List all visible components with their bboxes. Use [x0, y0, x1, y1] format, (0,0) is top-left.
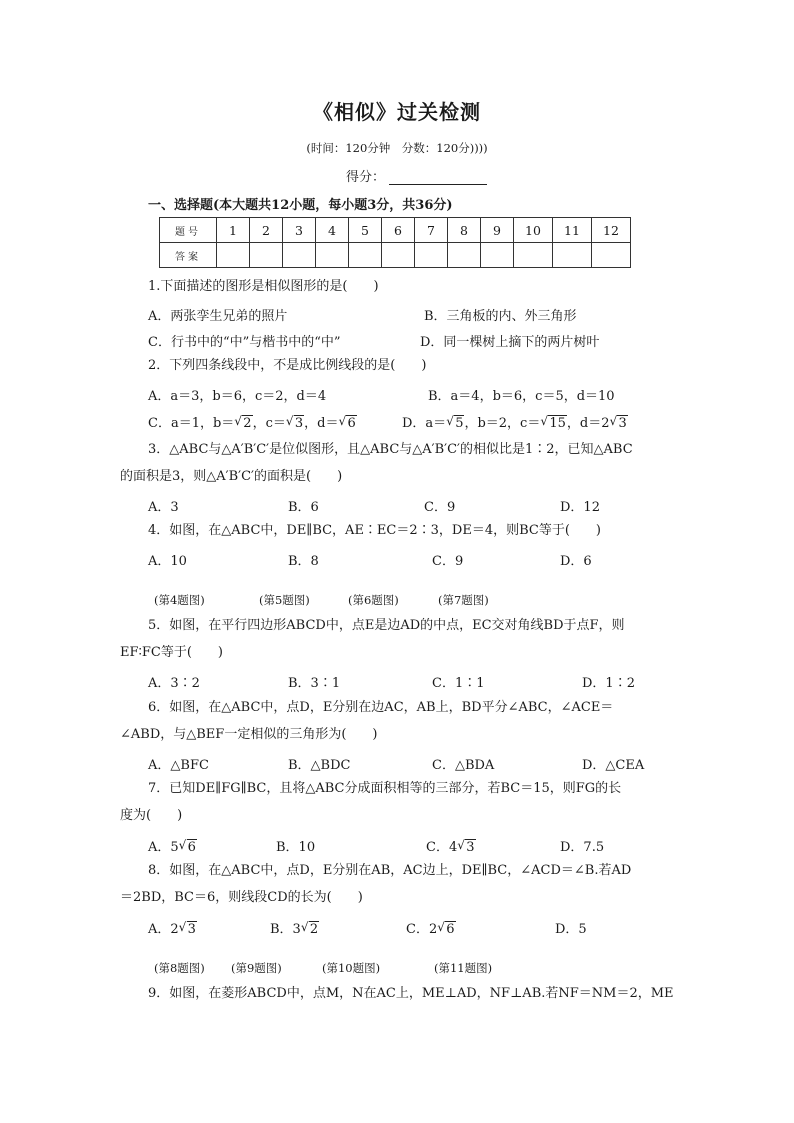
question-number-11: 11: [553, 218, 592, 243]
sqrt-symbol: [446, 416, 464, 431]
q2c-radicand-3: 6: [347, 416, 356, 431]
question-number-3: 3: [283, 218, 316, 243]
figure-caption-11: (第11题图): [434, 961, 493, 975]
question-2-option-c: [148, 412, 357, 431]
sqrt-symbol: [301, 922, 319, 937]
question-2-option-d: [402, 412, 628, 431]
question-2-stem: 2．下列四条线段中，不是成比例线段的是( ): [148, 358, 427, 373]
question-6-stem-line1: 6．如图，在△ABC中，点D，E分别在边AC，AB上，BD平分∠ABC，∠ACE＝: [148, 700, 614, 715]
answer-cell-12[interactable]: [592, 243, 631, 268]
table-row-numbers: [160, 218, 631, 243]
sqrt-symbol: [609, 416, 627, 431]
figure-caption-6: (第6题图): [348, 593, 399, 607]
question-1-stem: 1.下面描述的图形是相似图形的是( ): [148, 279, 379, 294]
question-number-7: 7: [415, 218, 448, 243]
answer-cell-8[interactable]: [448, 243, 481, 268]
question-6-option-d: D．△CEA: [582, 758, 645, 773]
question-5-option-a: A．3∶2: [148, 676, 200, 691]
q7c-text: C．4: [426, 840, 458, 855]
q2d-radicand-1: 5: [455, 416, 464, 431]
answer-cell-11[interactable]: [553, 243, 592, 268]
figure-caption-5: (第5题图): [259, 593, 310, 607]
sqrt-symbol: [457, 840, 475, 855]
q8c-text: C．2: [406, 922, 438, 937]
answer-cell-10[interactable]: [514, 243, 553, 268]
question-8-stem-line2: ＝2BD，BC＝6，则线段CD的长为( ): [120, 890, 363, 905]
score-field: [346, 166, 487, 185]
q8b-text: B．3: [270, 922, 301, 937]
section-title: 一、选择题(本大题共12小题，每小题3分，共36分): [148, 198, 453, 213]
question-5-stem-line1: 5．如图，在平行四边形ABCD中，点E是边AD的中点，EC交对角线BD于点F，则: [148, 618, 625, 633]
answer-cell-1[interactable]: [217, 243, 250, 268]
question-1-option-b: B．三角板的内、外三角形: [424, 309, 577, 324]
question-6-option-a: A．△BFC: [148, 758, 209, 773]
q7a-radicand: 6: [187, 840, 196, 855]
question-3-option-a: A．3: [148, 500, 179, 515]
question-5-option-c: C．1∶1: [432, 676, 485, 691]
sqrt-symbol: [286, 416, 304, 431]
answer-cell-7[interactable]: [415, 243, 448, 268]
question-8-option-a: [148, 918, 197, 937]
question-number-4: 4: [316, 218, 349, 243]
figure-caption-8: (第8题图): [154, 961, 205, 975]
table-row-answers: [160, 243, 631, 268]
answer-cell-4[interactable]: [316, 243, 349, 268]
q7a-text: A．5: [148, 840, 179, 855]
answer-cell-2[interactable]: [250, 243, 283, 268]
sqrt-symbol: [540, 416, 567, 431]
question-3-stem-line1: 3．△ABC与△A′B′C′是位似图形，且△ABC与△A′B′C′的相似比是1∶2，已知△ABC: [148, 442, 633, 457]
question-6-stem-line2: ∠ABD，与△BEF一定相似的三角形为( ): [120, 727, 378, 742]
question-2-option-a: A．a＝3，b＝6，c＝2，d＝4: [148, 389, 327, 404]
question-number-8: 8: [448, 218, 481, 243]
sqrt-symbol: [437, 922, 455, 937]
question-1-option-c: C．行书中的“中”与楷书中的“中”: [148, 335, 341, 350]
question-6-option-c: C．△BDA: [432, 758, 495, 773]
question-7-option-c: [426, 836, 476, 855]
score-blank[interactable]: [389, 172, 487, 185]
question-5-option-b: B．3∶1: [288, 676, 341, 691]
question-3-option-d: D．12: [560, 500, 600, 515]
figure-caption-9: (第9题图): [231, 961, 282, 975]
question-5-option-d: D．1∶2: [582, 676, 635, 691]
question-number-5: 5: [349, 218, 382, 243]
sqrt-symbol: [234, 416, 252, 431]
question-8-option-b: [270, 918, 319, 937]
answer-table: [159, 217, 631, 268]
question-4-option-c: C．9: [432, 554, 464, 569]
answer-cell-5[interactable]: [349, 243, 382, 268]
q7c-radicand: 3: [466, 840, 475, 855]
row-label-answer: 答案: [160, 243, 217, 268]
q8c-radicand: 6: [446, 922, 455, 937]
q2c-radicand-2: 3: [294, 416, 304, 431]
question-8-stem-line1: 8．如图，在△ABC中，点D，E分别在AB，AC边上，DE∥BC，∠ACD＝∠B.若AD: [148, 863, 632, 878]
q8a-radicand: 3: [187, 922, 196, 937]
question-number-10: 10: [514, 218, 553, 243]
question-7-option-d: D．7.5: [560, 840, 605, 855]
question-3-option-b: B．6: [288, 500, 319, 515]
question-2-option-b: B．a＝4，b＝6，c＝5，d＝10: [428, 389, 615, 404]
row-label-number: 题号: [160, 218, 217, 243]
question-8-option-d: D．5: [555, 922, 587, 937]
q2d-text-1: D．a＝: [402, 416, 447, 431]
figure-caption-4: (第4题图): [154, 593, 205, 607]
question-8-option-c: [406, 918, 456, 937]
question-7-option-b: B．10: [276, 840, 316, 855]
question-3-option-c: C．9: [424, 500, 456, 515]
question-number-9: 9: [481, 218, 514, 243]
question-4-option-a: A．10: [148, 554, 187, 569]
question-4-stem: 4．如图，在△ABC中，DE∥BC，AE∶EC＝2∶3，DE＝4，则BC等于( ): [148, 523, 601, 538]
question-3-stem-line2: 的面积是3，则△A′B′C′的面积是( ): [120, 469, 343, 484]
q8b-radicand: 2: [309, 922, 319, 937]
question-1-option-d: D．同一棵树上摘下的两片树叶: [420, 335, 600, 350]
question-number-1: 1: [217, 218, 250, 243]
q2d-radicand-3: 3: [618, 416, 627, 431]
question-number-6: 6: [382, 218, 415, 243]
page-title: 《相似》过关检测: [313, 100, 481, 124]
sqrt-symbol: [179, 840, 197, 855]
exam-info: (时间：120分钟 分数：120分)))): [306, 141, 488, 155]
question-7-stem-line1: 7．已知DE∥FG∥BC，且将△ABC分成面积相等的三部分，若BC＝15，则FG的长: [148, 781, 622, 796]
q2d-radicand-2: 15: [549, 416, 566, 431]
question-7-stem-line2: 度为( ): [120, 808, 183, 823]
figure-caption-10: (第10题图): [322, 961, 381, 975]
answer-cell-6[interactable]: [382, 243, 415, 268]
sqrt-symbol: [179, 922, 197, 937]
question-4-option-d: D．6: [560, 554, 592, 569]
q2c-text-2: ，c＝: [252, 416, 286, 431]
question-4-option-b: B．8: [288, 554, 319, 569]
question-6-option-b: B．△BDC: [288, 758, 351, 773]
q2d-text-2: ，b＝2，c＝: [464, 416, 541, 431]
q2c-radicand-1: 2: [243, 416, 252, 431]
q2c-text-3: ，d＝: [304, 416, 339, 431]
answer-cell-3[interactable]: [283, 243, 316, 268]
figure-caption-7: (第7题图): [438, 593, 489, 607]
q8a-text: A．2: [148, 922, 179, 937]
question-9-stem-line1: 9．如图，在菱形ABCD中，点M，N在AC上，ME⊥AD，NF⊥AB.若NF＝NM＝2，ME: [148, 986, 674, 1001]
answer-cell-9[interactable]: [481, 243, 514, 268]
q2d-text-3: ，d＝2: [566, 416, 610, 431]
question-7-option-a: [148, 836, 197, 855]
question-number-12: 12: [592, 218, 631, 243]
question-1-option-a: A．两张孪生兄弟的照片: [148, 309, 288, 324]
q2c-text-1: C．a＝1，b＝: [148, 416, 235, 431]
question-5-stem-line2: EF∶FC等于( ): [120, 645, 224, 660]
sqrt-symbol: [338, 416, 356, 431]
question-number-2: 2: [250, 218, 283, 243]
score-label: 得分：: [346, 170, 386, 185]
